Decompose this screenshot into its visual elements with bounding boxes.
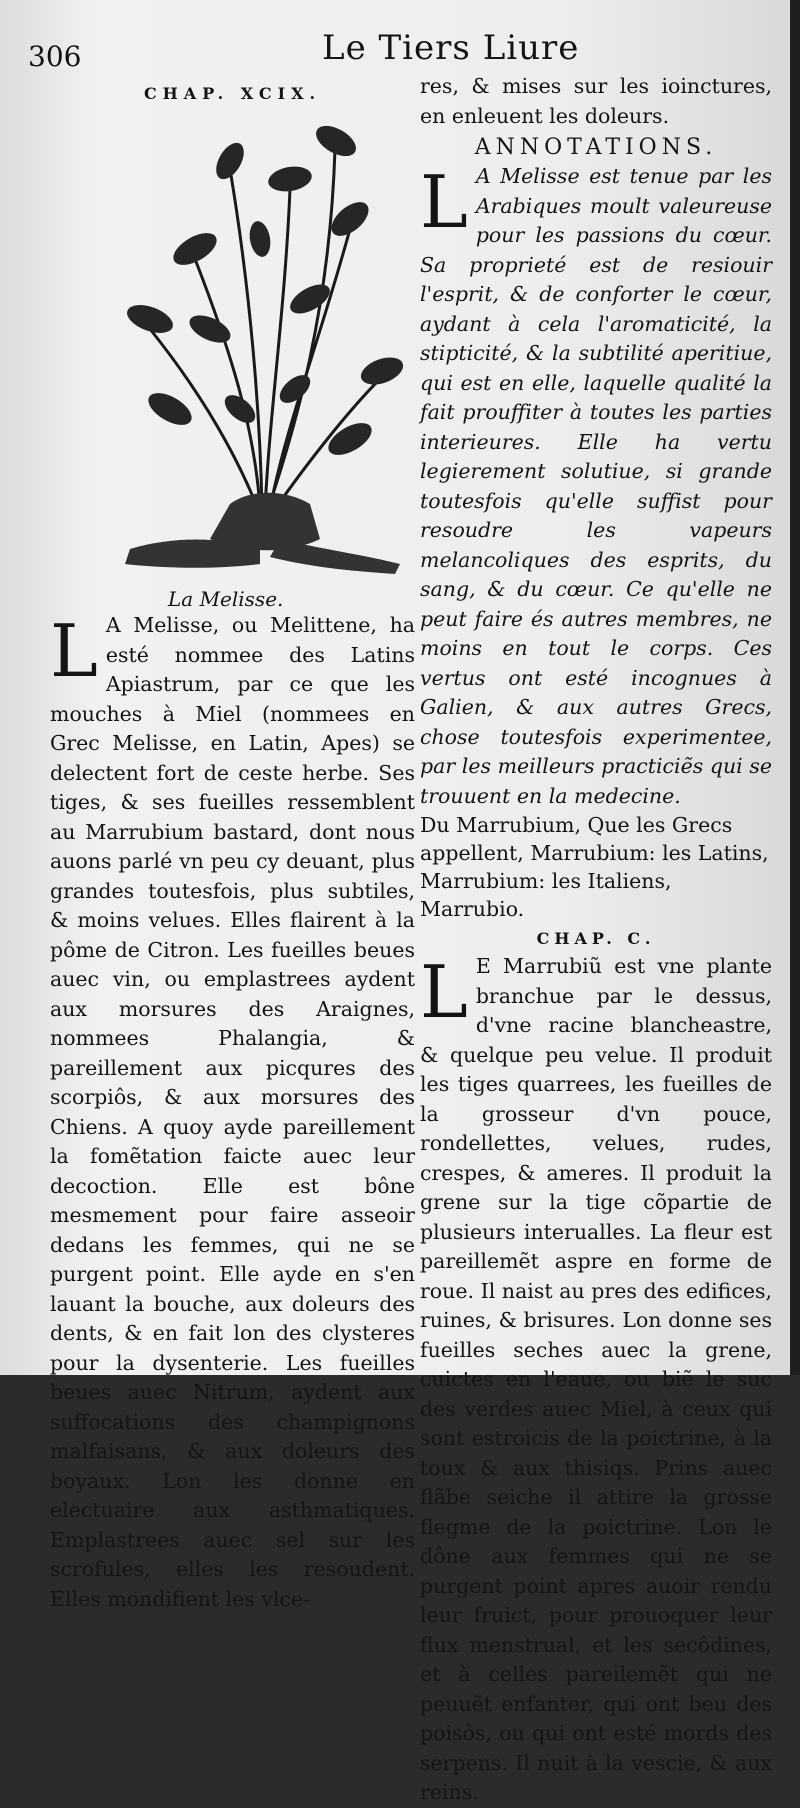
drop-capital: L: [420, 160, 468, 244]
chapter-heading-c: CHAP. C.: [536, 929, 656, 948]
chapter-body-melisse: [50, 611, 415, 1614]
plant-illustration: [110, 109, 410, 579]
continued-text: res, & mises sur les ioinctures, en enleuent les doleurs.: [420, 74, 772, 128]
left-column: [50, 80, 415, 1614]
chapter-heading: CHAP. XCIX.: [143, 84, 322, 103]
drop-capital: L: [50, 609, 98, 693]
annotations-body: [420, 162, 772, 811]
right-column: [420, 72, 772, 1808]
running-title: Le Tiers Liure: [322, 28, 580, 68]
chapter-text: A Melisse, ou Melittene, ha esté nommee des Latins Apiastrum, par ce que les mouches à Miel (nommees en Grec Melisse, en Latin, Apes) se delectent fort de ceste herbe. Ses tiges, & ses fueilles ressemblent au Marrubium bastard, dont nous auons parlé vn peu cy deuant, plus grandes toutesfois, plus subtiles, & moins velues. Elles flairent à la pôme de Citron. Les fueilles beues auec vin, ou emplastrees aydent aux morsures des Araignes, nommees Phalangia, & pareillement aux picqures des scorpiôs, & aux morsures des Chiens. A quoy ayde pareillement la fomẽtation faicte auec leur decoction. Elle est bône mesmement pour faire asseoir dedans les femmes, qui ne se purgent point. Elle ayde en s'en lauant la bouche, aux doleurs des dents, & en fait lon des clysteres pour la dysenterie. Les fueilles beues auec Nitrum, aydent aux suffocations des champignons malfaisans, & aux doleurs des boyaux. Lon les donne en electuaire aux asthmatiques. Emplastrees auec sel sur les scrofules, elles les resoudent. Elles mondifient les vlce-: [50, 613, 415, 1611]
melisse-woodcut: [110, 109, 410, 579]
chapter-text: E Marrubiũ est vne plante branchue par le dessus, d'vne racine blancheastre, & quelque peu velue. Il produit les tiges quarrees, les fueilles de la grosseur d'vn pouce, rondellettes, velues, rudes, crespes, & ameres. Il produit la grene sur la tige cõpartie de plusieurs interualles. La fleur est pareillemẽt aspre en forme de roue. Il naist au pres des edifices, ruines, & brisures. Lon donne ses fueilles seches auec la grene, cuictes en l'eaue, ou biẽ le suc des verdes auec Miel, à ceux qui sont estroicis de la poictrine, à la toux & aux thisiqs. Prins auec flãbe seiche il attire la grosse flegme de la poictrine. Lon le dône aux femmes qui ne se purgent point apres auoir rendu leur fruict, pour prouoquer leur flux menstrual, et les secôdines, et à celles pareilemẽt qui ne peuuẽt enfanter, qui ont beu des poisôs, ou qui ont esté mords des serpens. Il nuit à la vescie, & aux reins.: [420, 954, 772, 1804]
chapter-body-marrubium: [420, 952, 772, 1808]
next-chapter-title: Du Marrubium, Que les Grecs appellent, Marrubium: les Latins, Marrubium: les Italiens, Marrubio.: [420, 813, 769, 921]
page-edge: [790, 0, 800, 1375]
figure-caption: La Melisse.: [168, 587, 284, 611]
annotations-text: A Melisse est tenue par les Arabiques moult valeureuse pour les passions du cœur. Sa proprieté est de resiouir l'esprit, & de conforter le cœur, aydant à cela l'aromaticité, la stipticité, & la subtilité aperitiue, qui est en elle, laquelle qualité la fait prouffiter à toutes les parties interieures. Elle ha vertu legierement solutiue, si grande toutesfois qu'elle suffist pour resoudre les vapeurs melancoliques des esprits, du sang, & du cœur. Ce qu'elle ne peut faire és autres membres, ne moins en tout le corps. Ces vertus ont esté incognues à Galien, & aux autres Grecs, chose toutesfois experimentee, par les meilleurs practiciẽs qui se trouuent en la medecine.: [420, 164, 772, 808]
drop-capital: L: [420, 950, 468, 1034]
annotations-heading: ANNOTATIONS.: [474, 135, 718, 160]
page-number: 306: [28, 40, 82, 73]
